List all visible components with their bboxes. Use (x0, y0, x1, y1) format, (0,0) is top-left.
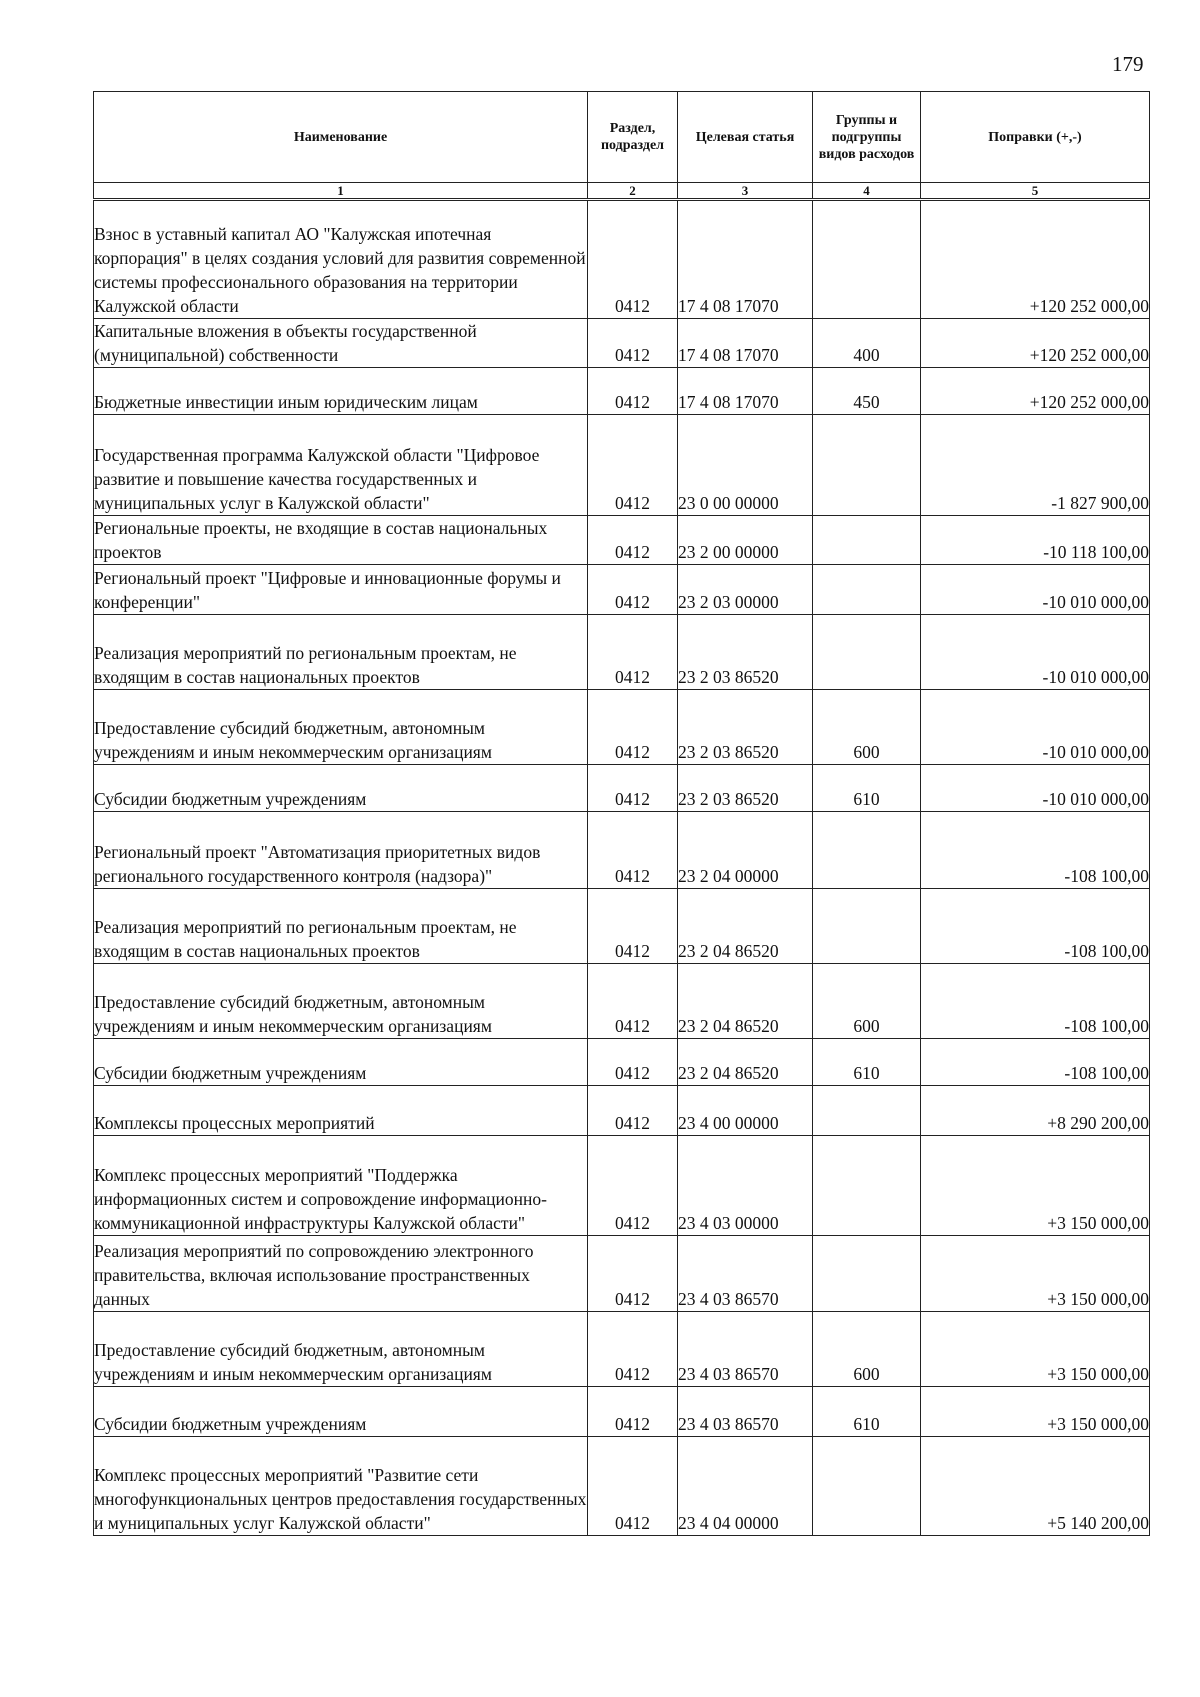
column-number: 1 (94, 183, 588, 200)
row-name: Субсидии бюджетным учреждениям (94, 1387, 588, 1437)
row-article: 17 4 08 17070 (678, 368, 813, 415)
row-article: 17 4 08 17070 (678, 319, 813, 368)
column-number: 4 (813, 183, 921, 200)
row-article: 23 4 00 00000 (678, 1086, 813, 1136)
row-section: 0412 (588, 964, 678, 1039)
header-group: Группы и подгруппы видов расходов (813, 92, 921, 183)
table-row (94, 765, 1150, 812)
row-amount: -10 010 000,00 (921, 615, 1150, 690)
row-article: 23 2 04 86520 (678, 964, 813, 1039)
row-name: Предоставление субсидий бюджетным, автономным учреждениям и иным некоммерческим организациям (94, 1312, 588, 1387)
table-row (94, 615, 1150, 690)
row-amount: -10 010 000,00 (921, 765, 1150, 812)
row-name: Субсидии бюджетным учреждениям (94, 1039, 588, 1086)
column-number: 2 (588, 183, 678, 200)
table-row (94, 1437, 1150, 1536)
row-name: Комплекс процессных мероприятий "Развитие сети многофункциональных центров предоставления государственных и муниципальных услуг Калужской области" (94, 1437, 588, 1536)
row-group (813, 200, 921, 319)
row-name: Реализация мероприятий по сопровождению электронного правительства, включая использование пространственных данных (94, 1236, 588, 1312)
header-name: Наименование (94, 92, 588, 183)
table-row (94, 319, 1150, 368)
row-name: Предоставление субсидий бюджетным, автономным учреждениям и иным некоммерческим организациям (94, 964, 588, 1039)
row-group: 610 (813, 1387, 921, 1437)
row-section: 0412 (588, 1236, 678, 1312)
table-row (94, 516, 1150, 565)
row-article: 23 4 04 00000 (678, 1437, 813, 1536)
row-amount: +120 252 000,00 (921, 200, 1150, 319)
row-article: 23 2 03 86520 (678, 765, 813, 812)
row-group: 600 (813, 1312, 921, 1387)
row-name: Региональный проект "Цифровые и инновационные форумы и конференции" (94, 565, 588, 615)
row-article: 23 2 04 86520 (678, 1039, 813, 1086)
row-group (813, 812, 921, 889)
row-section: 0412 (588, 1039, 678, 1086)
table-row (94, 964, 1150, 1039)
row-section: 0412 (588, 1387, 678, 1437)
row-article: 23 2 04 00000 (678, 812, 813, 889)
row-group: 600 (813, 964, 921, 1039)
table-row (94, 812, 1150, 889)
row-section: 0412 (588, 319, 678, 368)
row-group: 400 (813, 319, 921, 368)
row-section: 0412 (588, 1437, 678, 1536)
row-group: 610 (813, 765, 921, 812)
table-row (94, 1387, 1150, 1437)
row-amount: -1 827 900,00 (921, 415, 1150, 516)
row-group (813, 1086, 921, 1136)
row-article: 23 0 00 00000 (678, 415, 813, 516)
row-section: 0412 (588, 765, 678, 812)
table-header-row (94, 92, 1150, 183)
row-amount: -10 118 100,00 (921, 516, 1150, 565)
header-article: Целевая статья (678, 92, 813, 183)
table-row (94, 415, 1150, 516)
row-group: 600 (813, 690, 921, 765)
row-name: Реализация мероприятий по региональным проектам, не входящим в состав национальных проектов (94, 889, 588, 964)
row-group: 450 (813, 368, 921, 415)
row-amount: +120 252 000,00 (921, 319, 1150, 368)
row-section: 0412 (588, 1312, 678, 1387)
row-section: 0412 (588, 690, 678, 765)
row-amount: +3 150 000,00 (921, 1387, 1150, 1437)
table-row (94, 200, 1150, 319)
row-section: 0412 (588, 1136, 678, 1236)
table-row (94, 1086, 1150, 1136)
column-number: 5 (921, 183, 1150, 200)
row-section: 0412 (588, 615, 678, 690)
budget-amendments-table (93, 91, 1150, 1536)
table-row (94, 1136, 1150, 1236)
header-section: Раздел, подраздел (588, 92, 678, 183)
row-group: 610 (813, 1039, 921, 1086)
row-article: 23 4 03 86570 (678, 1312, 813, 1387)
row-amount: +3 150 000,00 (921, 1236, 1150, 1312)
column-number-row (94, 183, 1150, 200)
row-amount: +3 150 000,00 (921, 1312, 1150, 1387)
table-row (94, 565, 1150, 615)
row-group (813, 1437, 921, 1536)
row-group (813, 1136, 921, 1236)
row-group (813, 415, 921, 516)
row-name: Капитальные вложения в объекты государственной (муниципальной) собственности (94, 319, 588, 368)
row-name: Предоставление субсидий бюджетным, автономным учреждениям и иным некоммерческим организациям (94, 690, 588, 765)
table-row (94, 889, 1150, 964)
row-article: 23 2 00 00000 (678, 516, 813, 565)
row-group (813, 889, 921, 964)
table-row (94, 1312, 1150, 1387)
page-number: 179 (1112, 52, 1144, 76)
table-row (94, 1236, 1150, 1312)
row-amount: +3 150 000,00 (921, 1136, 1150, 1236)
row-name: Субсидии бюджетным учреждениям (94, 765, 588, 812)
row-section: 0412 (588, 368, 678, 415)
row-name: Региональный проект "Автоматизация приоритетных видов регионального государственного контроля (надзора)" (94, 812, 588, 889)
header-amount: Поправки (+,-) (921, 92, 1150, 183)
row-name: Государственная программа Калужской области "Цифровое развитие и повышение качества государственных и муниципальных услуг в Калужской области" (94, 415, 588, 516)
row-name: Реализация мероприятий по региональным проектам, не входящим в состав национальных проектов (94, 615, 588, 690)
row-group (813, 615, 921, 690)
row-amount: -108 100,00 (921, 1039, 1150, 1086)
row-article: 23 4 03 86570 (678, 1387, 813, 1437)
row-section: 0412 (588, 565, 678, 615)
row-amount: -108 100,00 (921, 964, 1150, 1039)
row-article: 23 2 03 00000 (678, 565, 813, 615)
row-amount: -108 100,00 (921, 812, 1150, 889)
row-group (813, 1236, 921, 1312)
row-name: Региональные проекты, не входящие в состав национальных проектов (94, 516, 588, 565)
row-article: 23 2 04 86520 (678, 889, 813, 964)
row-section: 0412 (588, 516, 678, 565)
row-name: Бюджетные инвестиции иным юридическим лицам (94, 368, 588, 415)
row-amount: +8 290 200,00 (921, 1086, 1150, 1136)
row-article: 23 2 03 86520 (678, 690, 813, 765)
row-article: 23 2 03 86520 (678, 615, 813, 690)
row-section: 0412 (588, 812, 678, 889)
row-article: 23 4 03 86570 (678, 1236, 813, 1312)
table-row (94, 368, 1150, 415)
row-amount: +5 140 200,00 (921, 1437, 1150, 1536)
row-amount: -10 010 000,00 (921, 565, 1150, 615)
row-article: 23 4 03 00000 (678, 1136, 813, 1236)
row-article: 17 4 08 17070 (678, 200, 813, 319)
column-number: 3 (678, 183, 813, 200)
row-section: 0412 (588, 200, 678, 319)
row-name: Комплексы процессных мероприятий (94, 1086, 588, 1136)
row-amount: -108 100,00 (921, 889, 1150, 964)
row-group (813, 516, 921, 565)
table-row (94, 690, 1150, 765)
row-section: 0412 (588, 415, 678, 516)
row-section: 0412 (588, 889, 678, 964)
table-row (94, 1039, 1150, 1086)
row-amount: +120 252 000,00 (921, 368, 1150, 415)
row-name: Взнос в уставный капитал АО "Калужская ипотечная корпорация" в целях создания условий для развития современной системы профессионального образования на территории Калужской области (94, 200, 588, 319)
row-group (813, 565, 921, 615)
row-name: Комплекс процессных мероприятий "Поддержка информационных систем и сопровождение информационно-коммуникационной инфраструктуры Калужской области" (94, 1136, 588, 1236)
row-section: 0412 (588, 1086, 678, 1136)
row-amount: -10 010 000,00 (921, 690, 1150, 765)
